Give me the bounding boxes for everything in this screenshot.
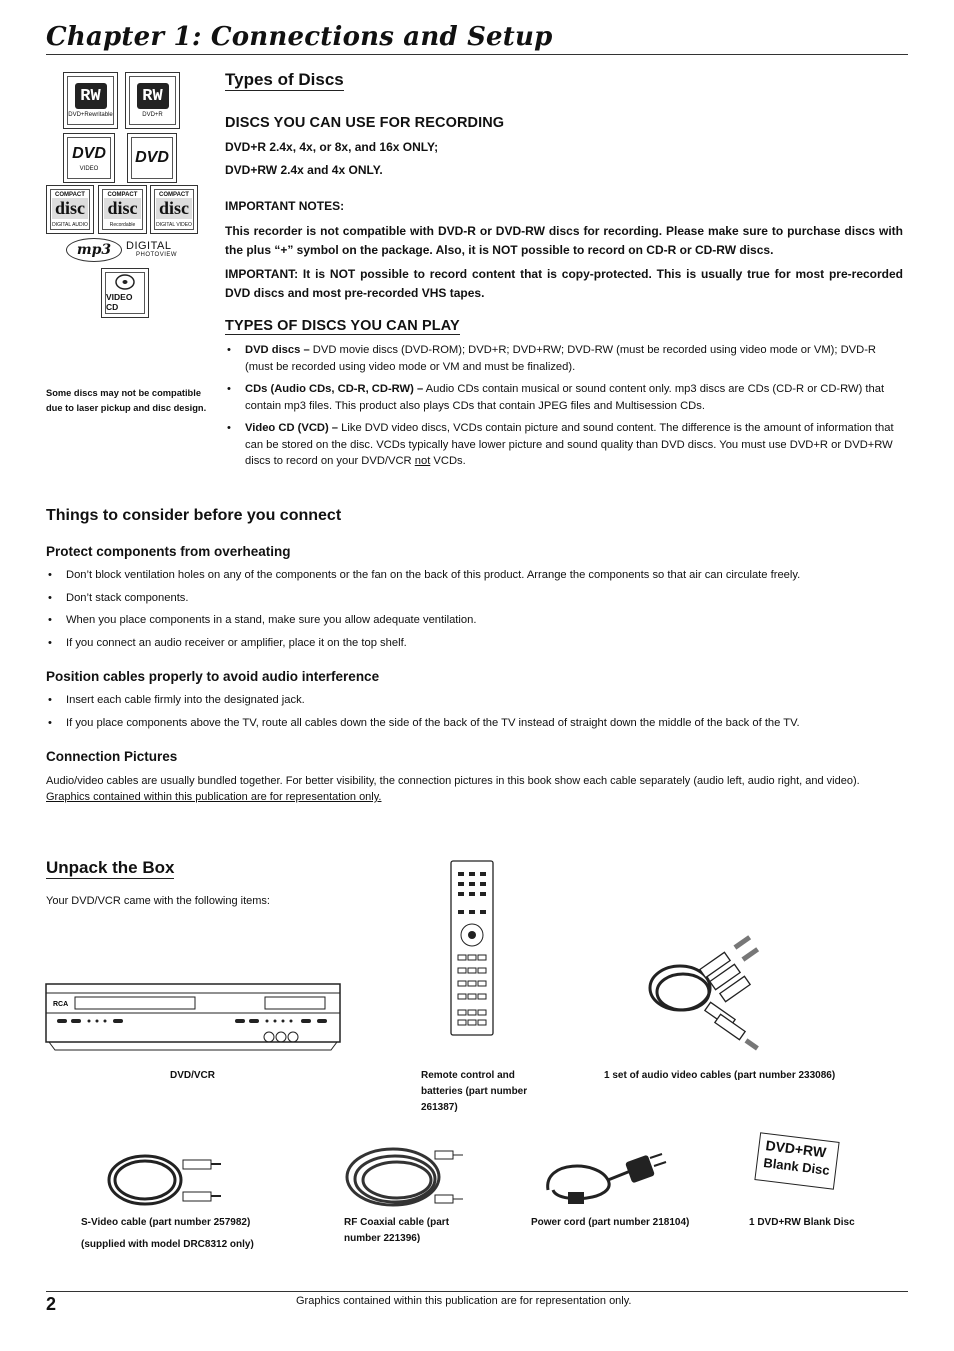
compatibility-note: This recorder is not compatible with DVD-R or DVD-RW discs for recording. Please make sure to purchase discs with the plus “+” symbol on the package. Also, it is NOT possible to record on CD-R or CD-RW discs. bbox=[225, 224, 903, 257]
cables-list bbox=[46, 692, 906, 737]
dvd-r-spec: DVD+R 2.4x, 4x, or 8x, and 16x ONLY; bbox=[225, 140, 439, 154]
overheating-list bbox=[46, 567, 906, 657]
logo-label: DIGITAL AUDIO bbox=[52, 221, 88, 228]
digital-text: DIGITAL bbox=[126, 240, 172, 252]
footer-note: Graphics contained within this publication are for representation only. bbox=[296, 1295, 632, 1307]
copy-protection-note: IMPORTANT: It is NOT possible to record content that is copy-protected. This is usually true for most pre-recorded DVD discs and most pre-recorded VHS tapes. bbox=[225, 267, 903, 300]
unpack-title: Unpack the Box bbox=[46, 858, 175, 877]
dvd-rewritable-logo bbox=[63, 72, 118, 129]
list-item: • Don’t block ventilation holes on any of the components or the fan on the back of this product. Arrange the components so that air can circulate freely. bbox=[46, 567, 906, 584]
list-item: • DVD discs – DVD movie discs (DVD-ROM); DVD+R; DVD+RW; DVD-RW (must be recorded using video mode or VM); DVD-R (must be recorded using video mode or VM and must be finalized). bbox=[225, 342, 895, 375]
list-item: • CDs (Audio CDs, CD-R, CD-RW) – Audio CDs contain musical or sound content only. mp3 discs are CDs (CD-R or CD-RW) that contain mp3 files. This product also plays CDs that contain JPEG files and Multisession CDs. bbox=[225, 381, 895, 414]
dvd-rw-spec: DVD+RW 2.4x and 4x ONLY. bbox=[225, 163, 383, 177]
play-heading: TYPES OF DISCS YOU CAN PLAY bbox=[225, 318, 460, 334]
logo-top: COMPACT bbox=[159, 191, 189, 198]
dvd-logo bbox=[127, 133, 177, 183]
logo-label: DVD+R bbox=[142, 112, 163, 118]
logo-label: VIDEO bbox=[79, 165, 99, 172]
footer-rule bbox=[46, 1291, 908, 1292]
list-item: • Don’t stack components. bbox=[46, 590, 906, 607]
power-caption: Power cord (part number 218104) bbox=[531, 1217, 690, 1228]
digital-photoview-logo bbox=[126, 240, 196, 260]
types-of-discs-title: Types of Discs bbox=[225, 70, 344, 89]
dvd-vcr-illustration bbox=[45, 983, 342, 1053]
disc-icon bbox=[115, 274, 135, 290]
important-notes-label: IMPORTANT NOTES: bbox=[225, 199, 345, 213]
svideo-note: (supplied with model DRC8312 only) bbox=[81, 1239, 254, 1250]
rf-coaxial-cable-illustration bbox=[343, 1145, 465, 1210]
photoview-text: PHOTOVIEW bbox=[136, 252, 178, 258]
page-number: 2 bbox=[46, 1294, 57, 1314]
pictures-text: Audio/video cables are usually bundled together. For better visibility, the connection pictures in this book show each cable separately (audio left, audio right, and video). bbox=[46, 775, 860, 787]
blank-disc-line2: Blank Disc bbox=[762, 1154, 831, 1178]
list-item: • Video CD (VCD) – Like DVD video discs, VCDs contain picture and sound content. The difference is the amount of information that can be stored on the disc. VCDs typically have lower picture and sound quality than DVD discs. You must use DVD+R or DVD+RW discs to record on your DVD/VCR not VCDs. bbox=[225, 420, 895, 470]
consider-title: Things to consider before you connect bbox=[46, 507, 342, 524]
brand-label: RCA bbox=[53, 1001, 69, 1008]
mp3-logo: mp3 bbox=[66, 238, 122, 262]
compact-disc-audio-logo bbox=[46, 185, 94, 234]
logo-label: DVD+Rewritable bbox=[68, 112, 113, 118]
dvd-mark: DVD bbox=[135, 149, 169, 166]
rw-mark: RW bbox=[75, 83, 107, 109]
playable-discs-list bbox=[225, 342, 895, 476]
blank-disc-caption: 1 DVD+RW Blank Disc bbox=[749, 1217, 855, 1228]
dvdvcr-caption: DVD/VCR bbox=[170, 1070, 216, 1081]
pictures-note: Graphics contained within this publication are for representation only. bbox=[46, 791, 382, 803]
chapter-title: Chapter 1: Connections and Setup bbox=[46, 22, 553, 52]
unpack-intro: Your DVD/VCR came with the following items: bbox=[46, 895, 270, 907]
logo-top: COMPACT bbox=[107, 191, 138, 198]
compact-disc-recordable-logo bbox=[98, 185, 147, 234]
compact-disc-video-logo bbox=[150, 185, 198, 234]
rf-caption: RF Coaxial cable (part number 221396) bbox=[344, 1217, 450, 1244]
header-rule bbox=[46, 54, 908, 55]
vcd-text: VIDEO CD bbox=[106, 292, 133, 312]
cables-heading: Position cables properly to avoid audio interference bbox=[46, 669, 380, 684]
disc-mark: disc bbox=[156, 198, 192, 219]
av-cables-caption: 1 set of audio video cables (part number 233086) bbox=[604, 1070, 836, 1081]
video-cd-logo bbox=[101, 268, 149, 318]
dvd-rw-blank-disc-card bbox=[754, 1132, 839, 1189]
remote-caption: Remote control and batteries (part number 261387) bbox=[421, 1070, 528, 1113]
av-cables-illustration bbox=[645, 930, 765, 1060]
power-cord-illustration bbox=[538, 1150, 668, 1208]
svideo-caption: S-Video cable (part number 257982) bbox=[81, 1217, 251, 1228]
dvd-video-logo bbox=[63, 133, 115, 183]
disc-mark: disc bbox=[104, 198, 140, 219]
recording-heading: DISCS YOU CAN USE FOR RECORDING bbox=[225, 115, 505, 131]
sidebar-note: Some discs may not be compatible due to laser pickup and disc design. bbox=[46, 388, 207, 413]
rw-mark: RW bbox=[137, 83, 169, 109]
pictures-heading: Connection Pictures bbox=[46, 749, 178, 764]
logo-label: DIGITAL VIDEO bbox=[156, 221, 192, 228]
remote-control-illustration bbox=[450, 860, 494, 1036]
blank-disc-line1: DVD+RW bbox=[764, 1137, 828, 1161]
logo-top: COMPACT bbox=[55, 191, 85, 198]
overheating-heading: Protect components from overheating bbox=[46, 544, 291, 559]
logo-label: Recordable bbox=[109, 221, 136, 228]
dvd-plus-r-logo bbox=[125, 72, 180, 129]
dvd-mark: DVD bbox=[72, 144, 106, 162]
list-item: • If you place components above the TV, route all cables down the side of the back of the TV instead of straight down the middle of the back of the TV. bbox=[46, 715, 906, 732]
list-item: • If you connect an audio receiver or amplifier, place it on the top shelf. bbox=[46, 635, 906, 652]
svideo-cable-illustration bbox=[105, 1152, 223, 1210]
list-item: • When you place components in a stand, make sure you allow adequate ventilation. bbox=[46, 612, 906, 629]
disc-mark: disc bbox=[52, 198, 88, 219]
list-item: • Insert each cable firmly into the designated jack. bbox=[46, 692, 906, 709]
